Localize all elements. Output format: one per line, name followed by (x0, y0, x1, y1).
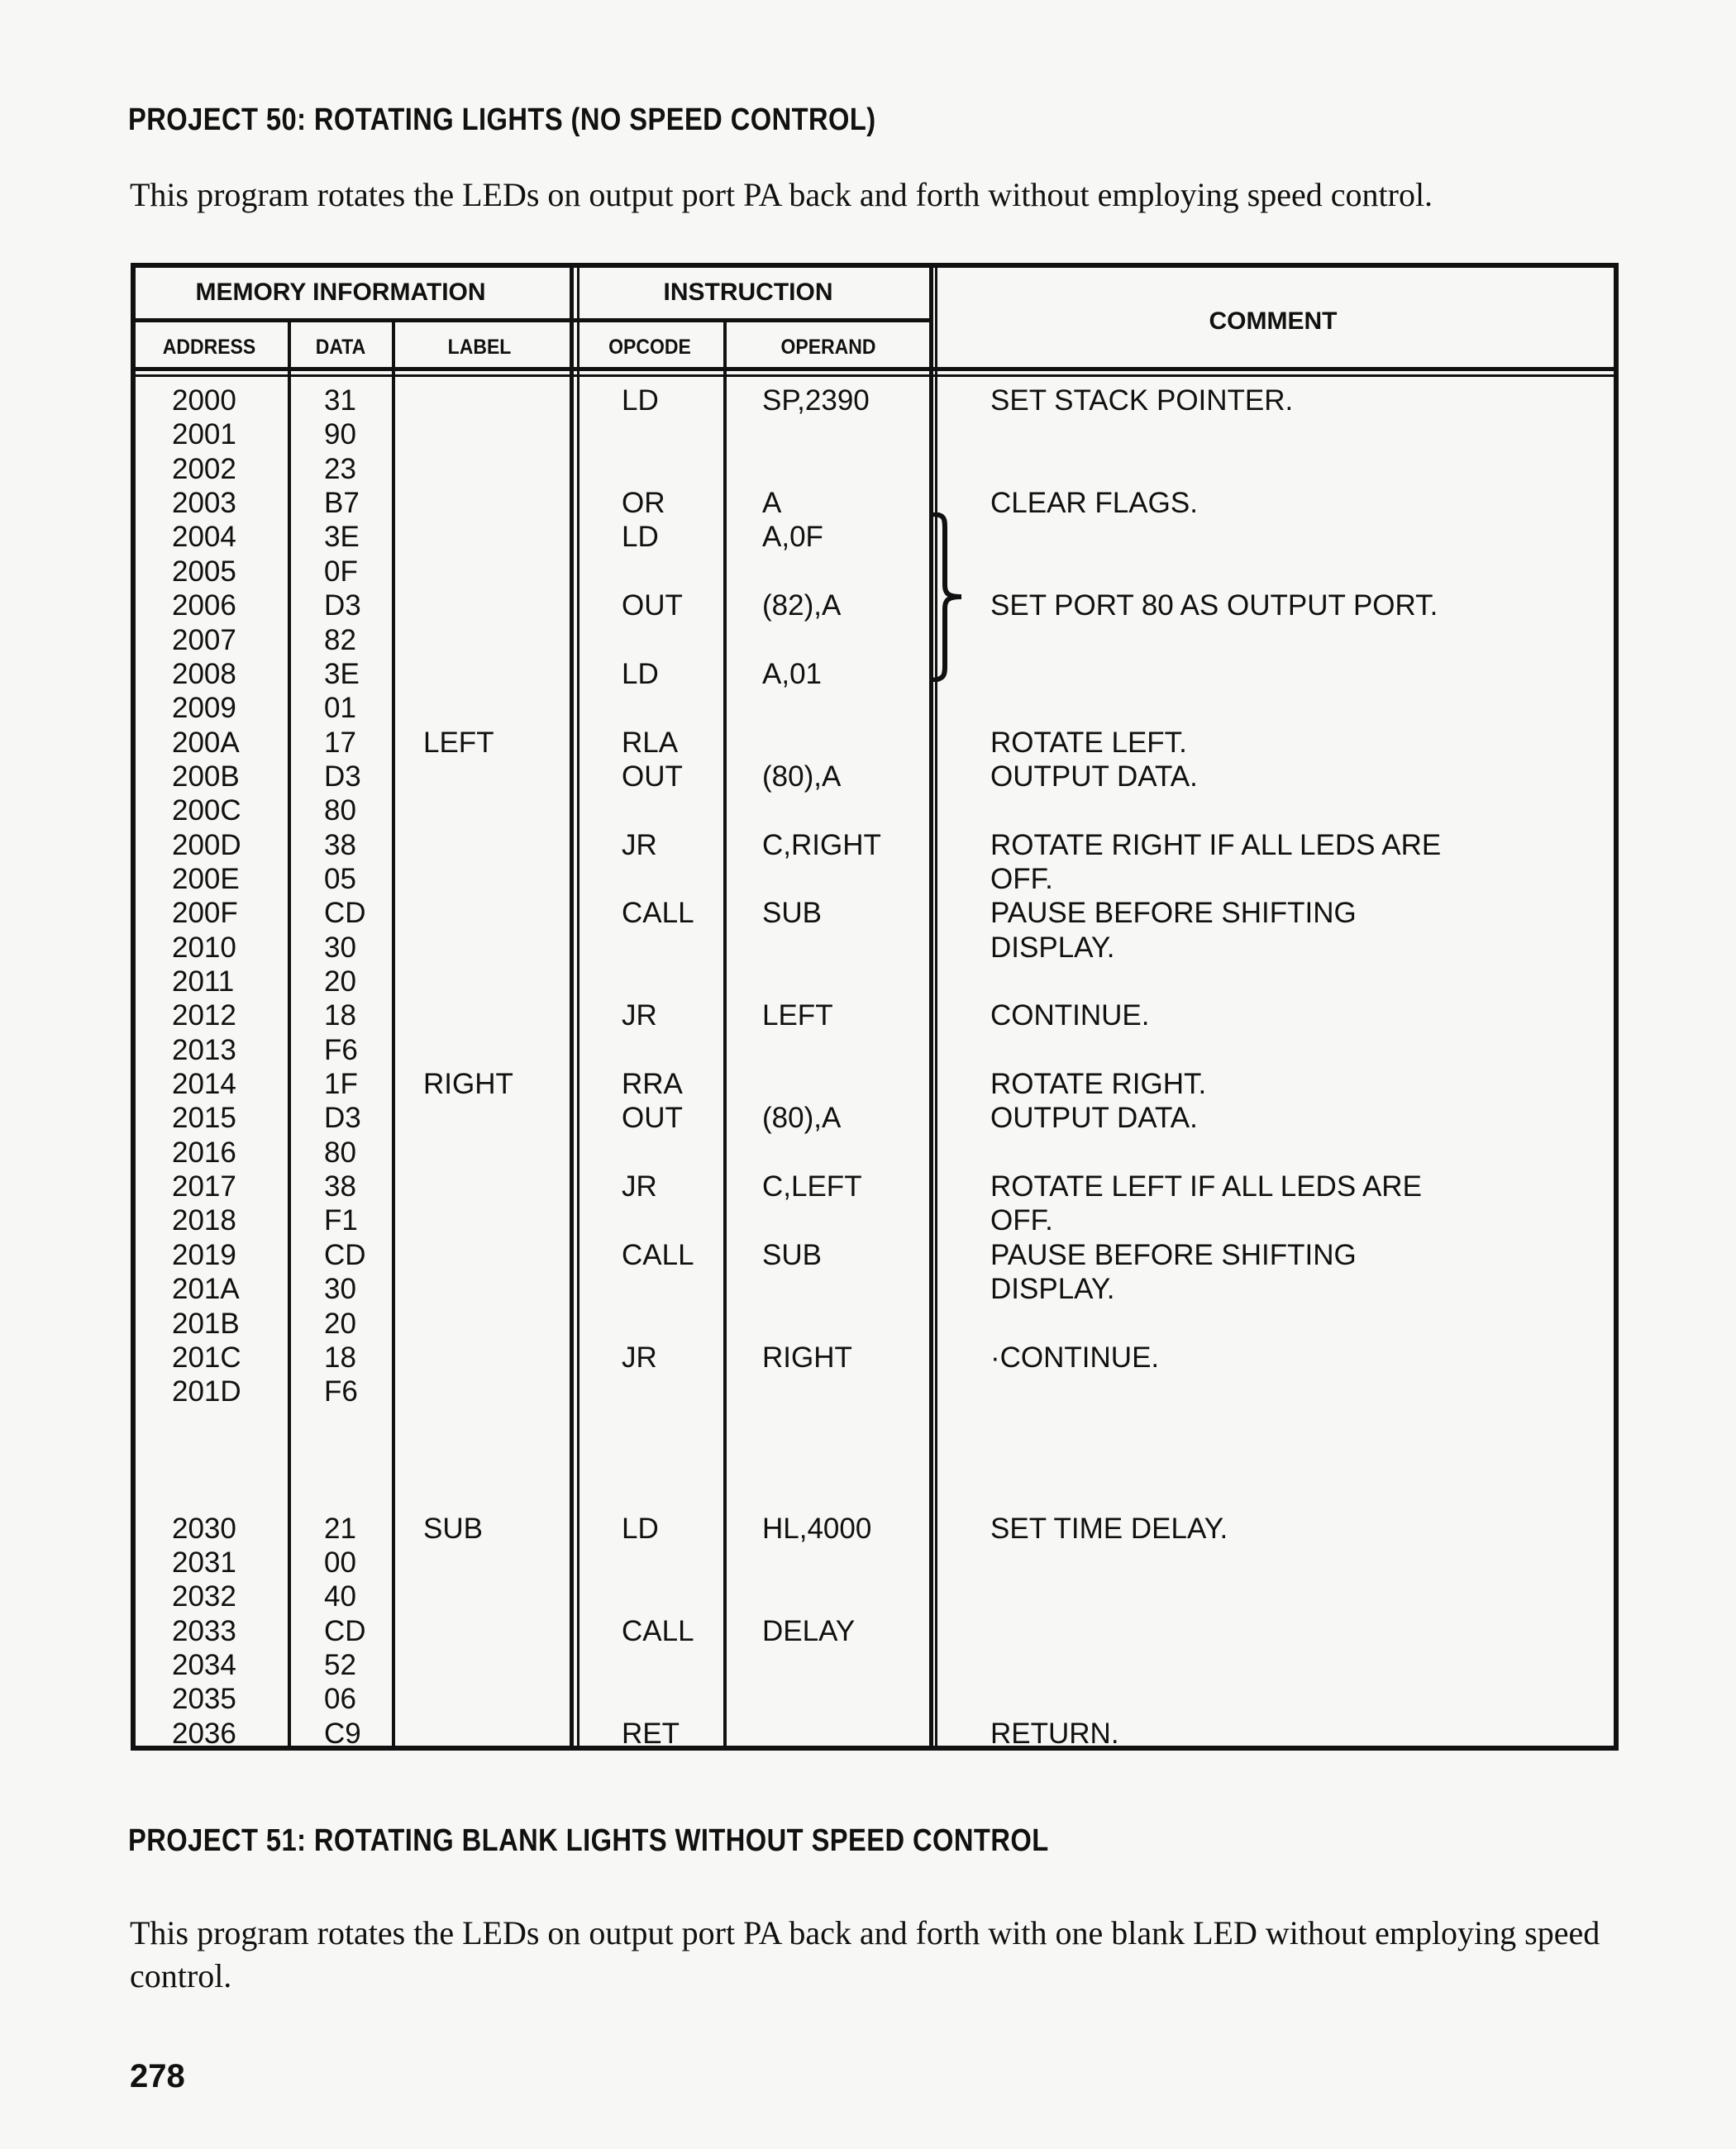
cell-data: C9 (324, 1717, 361, 1750)
cell-data: CD (324, 897, 366, 930)
cell-comment: SET PORT 80 AS OUTPUT PORT. (990, 589, 1438, 622)
cell-data: 30 (324, 1273, 356, 1306)
cell-data: 80 (324, 794, 356, 827)
cell-address: 2033 (172, 1614, 236, 1647)
cell-operand: LEFT (762, 999, 833, 1032)
cell-comment: SET TIME DELAY. (990, 1512, 1228, 1545)
cell-label: LEFT (423, 726, 494, 759)
project-50-heading: PROJECT 50: ROTATING LIGHTS (NO SPEED CONTROL) (128, 102, 876, 137)
cell-data: 21 (324, 1512, 356, 1545)
cell-opcode: JR (622, 828, 657, 861)
cell-operand: SUB (762, 1238, 822, 1271)
opcode-column-header: OPCODE (608, 336, 691, 359)
cell-data: 18 (324, 999, 356, 1032)
cell-address: 2018 (172, 1204, 236, 1237)
cell-data: 38 (324, 1170, 356, 1203)
cell-address: 2013 (172, 1033, 236, 1066)
label-column-header: LABEL (447, 336, 512, 359)
cell-operand: SP,2390 (762, 384, 870, 417)
cell-opcode: OR (622, 487, 665, 519)
cell-data: D3 (324, 589, 361, 622)
cell-data: 82 (324, 623, 356, 656)
cell-operand: C,LEFT (762, 1170, 862, 1203)
cell-opcode: RRA (622, 1068, 683, 1100)
cell-data: 90 (324, 418, 356, 451)
cell-opcode: LD (622, 521, 659, 554)
data-column-header: DATA (315, 336, 366, 359)
cell-comment: DISPLAY. (990, 1273, 1115, 1306)
cell-opcode: CALL (622, 1614, 694, 1647)
cell-address: 2035 (172, 1683, 236, 1716)
header-bottom-rule (131, 367, 1619, 371)
cell-data: F6 (324, 1033, 358, 1066)
cell-data: 00 (324, 1546, 356, 1579)
cell-data: D3 (324, 1102, 361, 1135)
cell-operand: HL,4000 (762, 1512, 872, 1545)
cell-address: 2000 (172, 384, 236, 417)
cell-operand: A,0F (762, 521, 823, 554)
address-column-header: ADDRESS (162, 336, 256, 359)
cell-address: 201B (172, 1307, 240, 1340)
cell-operand: (80),A (762, 1102, 842, 1135)
cell-opcode: RET (622, 1717, 680, 1750)
cell-address: 2034 (172, 1649, 236, 1681)
cell-data: 31 (324, 384, 356, 417)
project-51-heading: PROJECT 51: ROTATING BLANK LIGHTS WITHOUT SPEED CONTROL (128, 1823, 1049, 1858)
cell-opcode: LD (622, 384, 659, 417)
cell-address: 200C (172, 794, 241, 827)
cell-operand: (80),A (762, 760, 842, 793)
cell-comment: RETURN. (990, 1717, 1119, 1750)
cell-address: 2017 (172, 1170, 236, 1203)
cell-address: 201D (172, 1375, 241, 1408)
cell-data: B7 (324, 487, 360, 519)
column-rule-memory-instruction-2 (577, 263, 579, 1751)
cell-address: 2005 (172, 555, 236, 588)
cell-address: 2016 (172, 1136, 236, 1169)
cell-comment: SET STACK POINTER. (990, 384, 1294, 417)
cell-data: F6 (324, 1375, 358, 1408)
cell-address: 2009 (172, 692, 236, 725)
cell-operand: (82),A (762, 589, 842, 622)
cell-comment: ROTATE LEFT IF ALL LEDS ARE (990, 1170, 1422, 1203)
header-bottom-rule-2 (131, 374, 1619, 377)
cell-operand: A,01 (762, 657, 822, 690)
cell-address: 200E (172, 862, 240, 895)
cell-address: 2015 (172, 1102, 236, 1135)
cell-comment: PAUSE BEFORE SHIFTING (990, 897, 1357, 930)
cell-address: 2030 (172, 1512, 236, 1545)
header-divider (131, 318, 932, 322)
cell-address: 2006 (172, 589, 236, 622)
cell-address: 200A (172, 726, 240, 759)
cell-opcode: OUT (622, 1102, 683, 1135)
cell-data: 40 (324, 1580, 356, 1613)
cell-opcode: CALL (622, 897, 694, 930)
cell-comment: PAUSE BEFORE SHIFTING (990, 1238, 1357, 1271)
column-rule-instruction-comment (929, 263, 933, 1751)
cell-operand: RIGHT (762, 1341, 852, 1374)
cell-data: 52 (324, 1649, 356, 1681)
cell-address: 2004 (172, 521, 236, 554)
cell-opcode: CALL (622, 1238, 694, 1271)
cell-comment: DISPLAY. (990, 931, 1115, 964)
comment-header: COMMENT (1209, 307, 1338, 335)
cell-address: 2002 (172, 452, 236, 485)
instruction-header: INSTRUCTION (663, 279, 833, 306)
cell-address: 2036 (172, 1717, 236, 1750)
cell-data: CD (324, 1614, 366, 1647)
cell-address: 2007 (172, 623, 236, 656)
cell-data: F1 (324, 1204, 358, 1237)
cell-address: 200B (172, 760, 240, 793)
operand-column-header: OPERAND (780, 336, 876, 359)
cell-address: 201A (172, 1273, 240, 1306)
cell-data: 01 (324, 692, 356, 725)
cell-opcode: LD (622, 1512, 659, 1545)
cell-comment: OFF. (990, 1204, 1053, 1237)
cell-label: SUB (423, 1512, 483, 1545)
column-rule-instruction-comment-2 (935, 263, 937, 1751)
project-50-intro: This program rotates the LEDs on output port PA back and forth without employing speed control. (130, 176, 1433, 213)
cell-address: 2032 (172, 1580, 236, 1613)
cell-data: 17 (324, 726, 356, 759)
cell-opcode: OUT (622, 760, 683, 793)
cell-opcode: JR (622, 1341, 657, 1374)
project-51-intro: This program rotates the LEDs on output port PA back and forth with one blank LED without employing speed control. (130, 1914, 1600, 1994)
cell-address: 2012 (172, 999, 236, 1032)
cell-address: 2008 (172, 657, 236, 690)
cell-opcode: JR (622, 999, 657, 1032)
cell-data: 80 (324, 1136, 356, 1169)
cell-data: 0F (324, 555, 358, 588)
cell-address: 2010 (172, 931, 236, 964)
column-rule-memory-instruction (570, 263, 574, 1751)
cell-label: RIGHT (423, 1068, 513, 1100)
cell-comment: ROTATE RIGHT IF ALL LEDS ARE (990, 828, 1442, 861)
cell-data: 20 (324, 965, 356, 998)
cell-opcode: OUT (622, 589, 683, 622)
cell-data: 38 (324, 828, 356, 861)
cell-comment: OUTPUT DATA. (990, 760, 1198, 793)
cell-operand: C,RIGHT (762, 828, 881, 861)
column-rule-address-data (288, 318, 291, 1751)
cell-operand: A (762, 487, 782, 519)
cell-data: 30 (324, 931, 356, 964)
cell-data: 23 (324, 452, 356, 485)
column-rule-data-label (392, 318, 395, 1751)
cell-address: 201C (172, 1341, 241, 1374)
cell-data: 1F (324, 1068, 358, 1100)
memory-information-header: MEMORY INFORMATION (195, 279, 486, 306)
column-rule-opcode-operand (723, 318, 727, 1751)
cell-opcode: RLA (622, 726, 679, 759)
cell-comment: CLEAR FLAGS. (990, 487, 1198, 519)
cell-comment: CONTINUE. (990, 999, 1150, 1032)
cell-address: 2003 (172, 487, 236, 519)
cell-opcode: JR (622, 1170, 657, 1203)
cell-address: 200F (172, 897, 238, 930)
cell-data: 20 (324, 1307, 356, 1340)
cell-operand: DELAY (762, 1614, 856, 1647)
cell-data: 3E (324, 521, 360, 554)
cell-comment: OUTPUT DATA. (990, 1102, 1198, 1135)
cell-comment: ROTATE RIGHT. (990, 1068, 1207, 1100)
cell-comment: ·CONTINUE. (990, 1341, 1160, 1374)
right-brace-icon (930, 512, 963, 682)
cell-address: 2014 (172, 1068, 236, 1100)
cell-data: CD (324, 1238, 366, 1271)
cell-comment: OFF. (990, 862, 1053, 895)
cell-address: 2011 (172, 965, 235, 998)
cell-address: 200D (172, 828, 241, 861)
cell-address: 2031 (172, 1546, 236, 1579)
cell-data: 06 (324, 1683, 356, 1716)
cell-data: 18 (324, 1341, 356, 1374)
cell-data: D3 (324, 760, 361, 793)
cell-address: 2001 (172, 418, 236, 451)
cell-data: 3E (324, 657, 360, 690)
cell-operand: SUB (762, 897, 822, 930)
cell-data: 05 (324, 862, 356, 895)
cell-comment: ROTATE LEFT. (990, 726, 1187, 759)
cell-opcode: LD (622, 657, 659, 690)
page-number: 278 (130, 2058, 185, 2094)
cell-address: 2019 (172, 1238, 236, 1271)
